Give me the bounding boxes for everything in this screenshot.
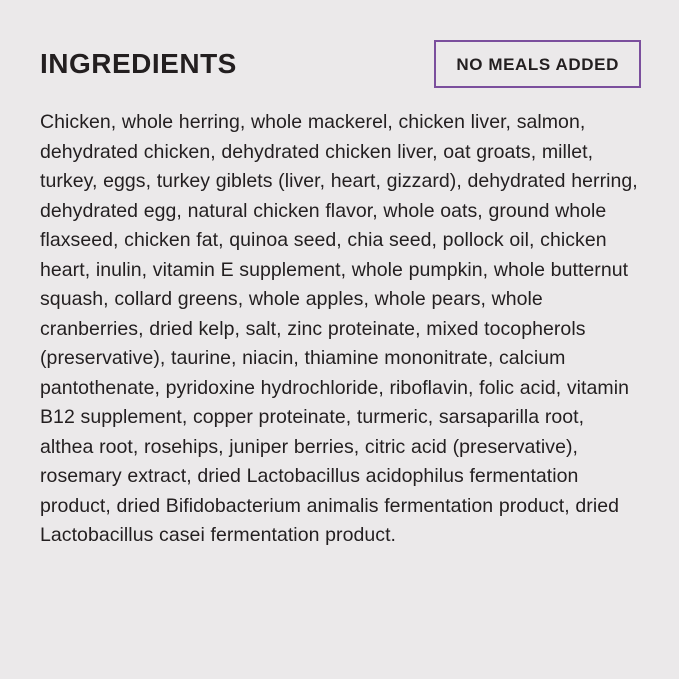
page-title: INGREDIENTS <box>40 48 237 79</box>
status-badge: NO MEALS ADDED <box>434 40 641 88</box>
ingredients-list-text: Chicken, whole herring, whole mackerel, chicken liver, salmon, dehydrated chicken, dehydrated chicken liver, oat groats, millet, turkey, eggs, turkey giblets (liver, heart, gizzard), dehydrated herring, dehydrated egg, natural chicken flavor, whole oats, ground whole flaxseed, chicken fat, quinoa seed, chia seed, pollock oil, chicken heart, inulin, vitamin E supplement, whole pumpkin, whole butternut squash, collard greens, whole apples, whole pears, whole cranberries, dried kelp, salt, zinc proteinate, mixed tocopherols (preservative), taurine, niacin, thiamine mononitrate, calcium pantothenate, pyridoxine hydrochloride, riboflavin, folic acid, vitamin B12 supplement, copper proteinate, turmeric, sarsaparilla root, althea root, rosehips, juniper berries, citric acid (preservative), rosemary extract, dried Lactobacillus acidophilus fermentation product, dried Bifidobacterium animalis fermentation product, dried Lactobacillus casei fermentation product. <box>40 111 638 546</box>
panel-header <box>40 36 641 92</box>
